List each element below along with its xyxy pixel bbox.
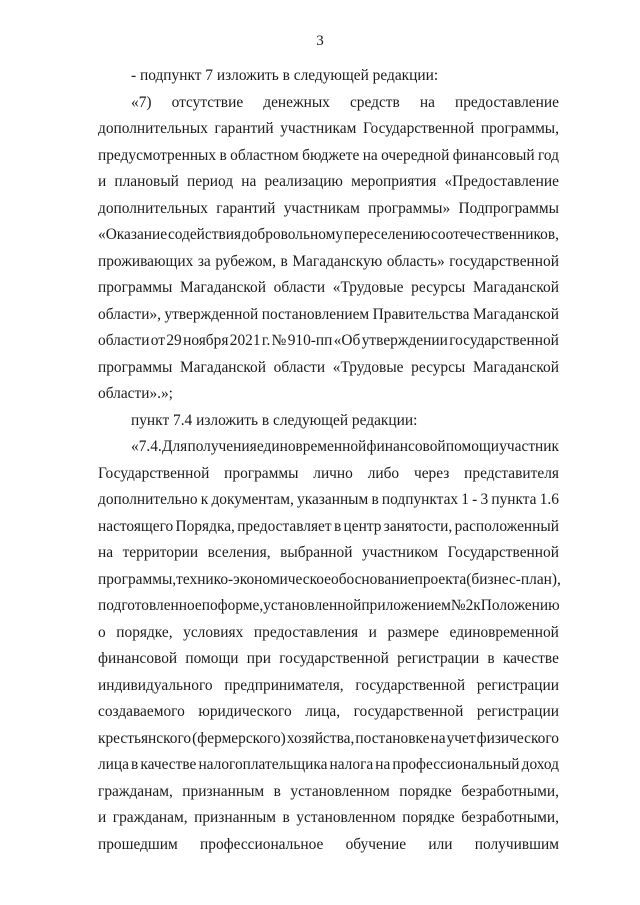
word: единовременной <box>256 438 367 455</box>
word: № <box>450 597 466 614</box>
word: доход <box>521 756 559 773</box>
word: получения <box>187 438 257 455</box>
word: Государственной <box>98 465 210 482</box>
text-line-26 <box>98 729 559 749</box>
word: качестве <box>502 650 559 667</box>
text-line-28 <box>98 782 559 802</box>
word: денежных <box>263 94 330 111</box>
word: очередной <box>381 147 450 164</box>
word: лица, <box>305 703 341 720</box>
word: подготовленное <box>98 597 202 614</box>
word: предпринимателя, <box>224 677 344 694</box>
word: порядке <box>402 809 455 826</box>
word: индивидуального <box>98 677 213 694</box>
word: «Трудовые <box>332 359 404 376</box>
word: Подпрограммы <box>458 200 559 217</box>
text-line-9 <box>98 278 559 298</box>
word: 29 <box>166 332 182 349</box>
word: и <box>368 624 377 641</box>
word: Правительства <box>372 306 470 323</box>
word: ресурсы <box>411 359 466 376</box>
word: лично <box>313 465 353 482</box>
word: помощи <box>185 650 239 667</box>
word: помощи <box>445 438 500 455</box>
word: и <box>98 809 107 826</box>
word: по <box>201 597 218 614</box>
word: обоснование <box>331 571 415 588</box>
text-line-21 <box>98 596 559 616</box>
word: средств <box>349 94 400 111</box>
word: 1 <box>461 491 469 508</box>
word: «7) <box>131 94 152 111</box>
word: реализацию <box>264 173 343 190</box>
text-line-15 <box>131 437 559 457</box>
word: содействия <box>167 226 242 243</box>
text-line-30 <box>98 835 559 855</box>
word: в <box>273 783 281 800</box>
word: гарантий <box>216 200 276 217</box>
word: мероприятия <box>351 173 437 190</box>
word: о <box>98 624 106 641</box>
word: приложением <box>361 597 451 614</box>
word: порядке, <box>116 624 173 641</box>
word: выбранной <box>280 544 353 561</box>
word: признанным <box>182 783 265 800</box>
text-line-6 <box>98 199 559 219</box>
word: Порядка, <box>175 518 235 535</box>
word: добровольному <box>241 226 344 243</box>
word: создаваемого <box>98 703 185 720</box>
word: регистрации <box>476 677 559 694</box>
word: Государственной <box>362 120 475 137</box>
word: государственной <box>353 703 464 720</box>
text-line-14: пункт 7.4 изложить в следующей редакции: <box>131 412 418 429</box>
word: области», <box>98 306 161 323</box>
word: участникам <box>283 200 360 217</box>
word: прошедшим <box>98 836 178 853</box>
word: через <box>413 465 450 482</box>
word: и <box>98 173 107 190</box>
word: бюджете <box>302 147 360 164</box>
text-line-24 <box>98 676 559 696</box>
text-line-7 <box>98 225 559 245</box>
word: программы, <box>98 571 177 588</box>
word: программы <box>224 465 299 482</box>
word: 1.6 <box>539 491 559 508</box>
page-number: 3 <box>316 33 324 49</box>
word: территории <box>122 544 199 561</box>
word: качестве <box>140 756 197 773</box>
word: № <box>271 332 287 349</box>
word: 3 <box>480 491 489 508</box>
text-line-23 <box>98 649 559 669</box>
word: программы, <box>480 120 559 137</box>
text-line-1: - подпункт 7 изложить в следующей редакции: <box>131 67 439 84</box>
text-line-4 <box>98 146 559 166</box>
word: соотечественников, <box>431 226 559 243</box>
word: получившим <box>474 836 559 853</box>
word: регистрации <box>397 650 480 667</box>
word: представителя <box>464 465 559 482</box>
word: на <box>375 756 391 773</box>
word: ноября <box>183 332 229 349</box>
text-line-29 <box>98 808 559 828</box>
text-line-25 <box>98 702 559 722</box>
word: программы» <box>368 200 451 217</box>
word: проекта <box>414 571 467 588</box>
word: г. <box>261 332 271 349</box>
word: признанным <box>194 809 276 826</box>
word: Магаданской <box>179 359 266 376</box>
word: рубежом, <box>215 253 276 270</box>
word: расположенный <box>454 518 559 535</box>
word: период <box>187 173 234 190</box>
word: хозяйства, <box>286 730 355 747</box>
word: 910-пп <box>287 332 333 349</box>
word: (бизнес-план), <box>466 571 561 588</box>
word: утверждении <box>361 332 448 349</box>
word: дополнительно <box>98 491 198 508</box>
word: на <box>419 94 435 111</box>
word: Для <box>161 438 188 455</box>
word: в <box>219 147 227 164</box>
word: государственной <box>279 650 389 667</box>
word: участником <box>361 544 439 561</box>
word: Магаданской <box>472 359 559 376</box>
word: в <box>280 253 288 270</box>
word: гарантий <box>214 120 274 137</box>
word: 2 <box>465 597 474 614</box>
word: установленном <box>296 809 396 826</box>
word: крестьянского <box>98 730 192 747</box>
word: условиях <box>183 624 244 641</box>
word: отсутствие <box>171 94 244 111</box>
word: на <box>98 544 114 561</box>
word: в <box>131 756 139 773</box>
word: «Об <box>333 332 361 349</box>
word: Государственной <box>447 544 559 561</box>
word: занятости, <box>383 518 453 535</box>
text-line-17 <box>98 490 559 510</box>
text-line-5 <box>98 172 559 192</box>
word: Магаданской <box>472 306 559 323</box>
word: программы <box>98 279 173 296</box>
word: Магаданской <box>179 279 266 296</box>
word: обучение <box>345 836 407 853</box>
word: программы <box>98 359 173 376</box>
word: предоставление <box>455 94 559 111</box>
word: в <box>282 809 290 826</box>
word: от <box>150 332 166 349</box>
word: государственной <box>355 677 466 694</box>
word: постановке <box>355 730 430 747</box>
word: на <box>362 147 378 164</box>
word: вселения, <box>207 544 271 561</box>
word: пункта <box>491 491 537 508</box>
word: при <box>246 650 271 667</box>
word: финансовый <box>452 147 535 164</box>
text-line-16 <box>98 464 559 484</box>
word: финансовой <box>366 438 446 455</box>
word: области <box>98 332 150 349</box>
word: или <box>428 836 453 853</box>
word: на <box>430 730 446 747</box>
text-line-3 <box>98 119 559 139</box>
text-line-22 <box>98 623 559 643</box>
word: на <box>241 173 257 190</box>
word: утвержденной <box>164 306 259 323</box>
word: в <box>333 518 342 535</box>
word: гражданам, <box>112 809 188 826</box>
word: юридического <box>198 703 292 720</box>
word: область» <box>386 253 445 270</box>
word: области <box>273 279 326 296</box>
word: предусмотренных <box>98 147 217 164</box>
text-line-20 <box>98 570 559 590</box>
word: профессиональный <box>392 756 520 773</box>
text-line-18 <box>98 517 559 537</box>
word: форме, <box>217 597 264 614</box>
word: безработными, <box>461 809 559 826</box>
text-line-27 <box>98 755 559 775</box>
text-line-13: области».»; <box>98 385 173 402</box>
word: государственной <box>449 253 559 270</box>
text-line-19 <box>98 543 559 563</box>
word: финансовой <box>98 650 178 667</box>
word: дополнительных <box>98 200 208 217</box>
word: ресурсы <box>411 279 466 296</box>
word: к <box>473 597 481 614</box>
word: установленном <box>290 783 390 800</box>
word: профессиональное <box>200 836 324 853</box>
word: - <box>472 491 478 508</box>
text-line-2 <box>131 93 559 113</box>
word: областном <box>230 147 299 164</box>
word: Положению <box>480 597 560 614</box>
word: в <box>487 650 495 667</box>
word: проживающих <box>98 253 194 270</box>
word: области <box>273 359 326 376</box>
word: физического <box>476 730 559 747</box>
word: либо <box>367 465 400 482</box>
word: единовременной <box>449 624 559 641</box>
word: технико-экономическое <box>176 571 331 588</box>
text-line-11 <box>98 331 559 351</box>
word: предоставления <box>253 624 359 641</box>
word: указанным <box>297 491 369 508</box>
word: безработными, <box>461 783 559 800</box>
word: переселению <box>343 226 431 243</box>
word: центр <box>343 518 382 535</box>
word: «Оказание <box>98 226 168 243</box>
text-line-12 <box>98 358 559 378</box>
word: Магаданскую <box>292 253 383 270</box>
word: «7.4. <box>131 438 162 455</box>
text-line-10 <box>98 305 559 325</box>
word: за <box>197 253 211 270</box>
word: подпунктах <box>381 491 459 508</box>
word: лица <box>98 756 129 773</box>
word: участникам <box>280 120 357 137</box>
word: документам, <box>211 491 294 508</box>
word: дополнительных <box>98 120 208 137</box>
word: государственной <box>449 332 559 349</box>
word: учет <box>446 730 476 747</box>
word: налога <box>329 756 374 773</box>
word: «Трудовые <box>332 279 404 296</box>
word: размере <box>387 624 439 641</box>
word: гражданам, <box>98 783 173 800</box>
word: участник <box>499 438 559 455</box>
word: 2021 <box>229 332 261 349</box>
text-line-8 <box>98 252 559 272</box>
word: налогоплательщика <box>198 756 328 773</box>
word: плановый <box>114 173 179 190</box>
word: настоящего <box>98 518 174 535</box>
word: (фермерского) <box>192 730 286 747</box>
word: год <box>537 147 559 164</box>
word: постановлением <box>261 306 370 323</box>
word: «Предоставление <box>444 173 559 190</box>
word: к <box>200 491 209 508</box>
word: порядке <box>399 783 452 800</box>
word: установленной <box>263 597 362 614</box>
word: в <box>371 491 379 508</box>
word: предоставляет <box>237 518 332 535</box>
word: Магаданской <box>472 279 559 296</box>
word: регистрации <box>476 703 559 720</box>
